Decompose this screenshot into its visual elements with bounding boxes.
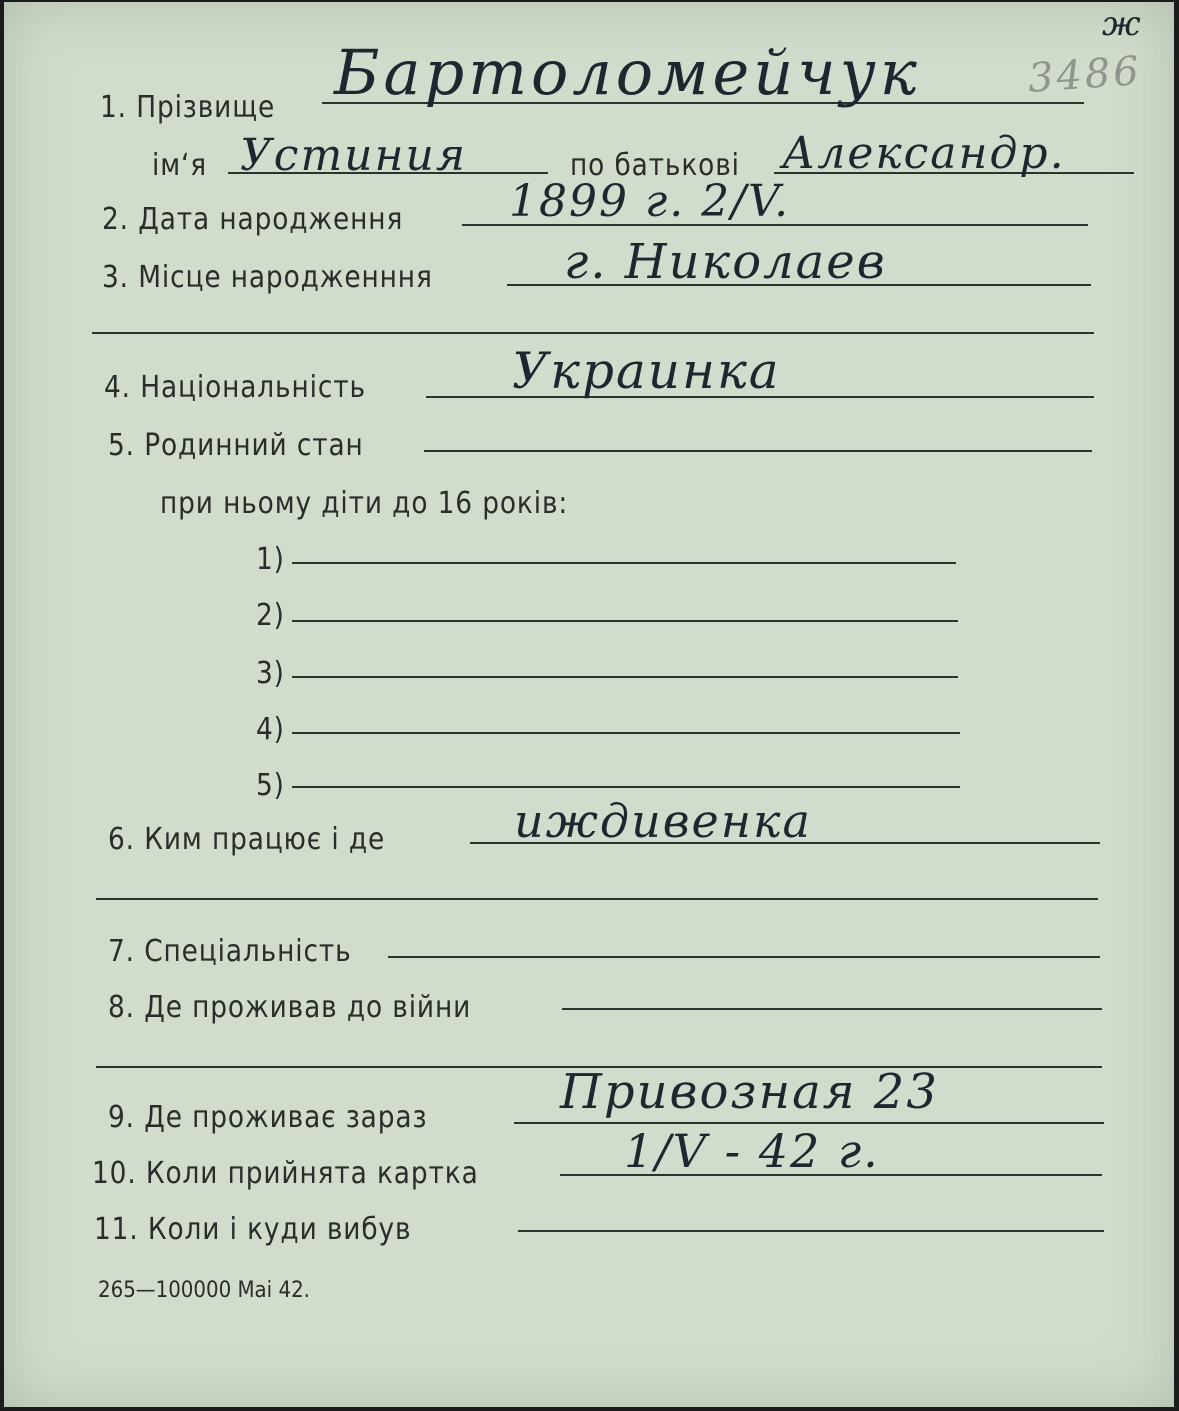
prewar-residence-label: 8. Де проживав до війни	[108, 990, 472, 1025]
birth-place-value: г. Николаев	[564, 234, 887, 290]
surname-value: Бартоломейчук	[334, 36, 921, 109]
patronymic-label: по батькові	[570, 148, 740, 183]
corner-handwritten-mark: ж	[1102, 4, 1143, 44]
child-4-line	[292, 732, 960, 734]
birth-date-label: 2. Дата народження	[102, 202, 404, 237]
child-2-line	[292, 620, 958, 622]
card-accepted-label: 10. Коли прийнята картка	[92, 1156, 479, 1191]
child-5-line	[292, 786, 960, 788]
surname-label: 1. Прізвище	[100, 90, 276, 125]
family-status-label: 5. Родинний стан	[108, 428, 364, 463]
birth-place-extra-line	[92, 332, 1094, 334]
nationality-value: Украинка	[512, 342, 781, 400]
current-residence-value: Привозная 23	[560, 1064, 939, 1120]
first-name-value: Устиния	[240, 130, 467, 181]
first-name-label: ім‘я	[152, 148, 208, 183]
birth-date-value: 1899 г. 2/V.	[509, 176, 791, 227]
occupation-extra-line	[96, 898, 1098, 900]
patronymic-value: Александр.	[782, 128, 1066, 179]
child-5-label: 5)	[256, 768, 285, 803]
occupation-value: иждивенка	[514, 794, 812, 848]
children-label: при ньому діти до 16 років:	[160, 486, 569, 521]
birth-place-label: 3. Місце народженння	[102, 260, 433, 295]
child-1-line	[292, 562, 956, 564]
departure-line	[518, 1230, 1104, 1232]
prewar-residence-line	[562, 1008, 1102, 1010]
card-accepted-value: 1/V - 42 г.	[624, 1124, 880, 1178]
family-status-line	[424, 450, 1092, 452]
specialty-label: 7. Спеціальність	[108, 934, 352, 969]
print-run-footer: 265—100000 Mai 42.	[98, 1278, 310, 1303]
nationality-label: 4. Національність	[104, 370, 366, 405]
child-3-line	[292, 676, 958, 678]
child-3-label: 3)	[256, 656, 285, 691]
child-4-label: 4)	[256, 712, 285, 747]
child-2-label: 2)	[256, 598, 285, 633]
registration-card	[4, 2, 1174, 1407]
child-1-label: 1)	[256, 542, 285, 577]
specialty-line	[388, 956, 1100, 958]
occupation-label: 6. Ким працює і де	[108, 822, 386, 857]
current-residence-label: 9. Де проживає зараз	[108, 1100, 428, 1135]
departure-label: 11. Коли і куди вибув	[94, 1212, 412, 1247]
pencil-archive-number: 3486	[1026, 48, 1144, 102]
